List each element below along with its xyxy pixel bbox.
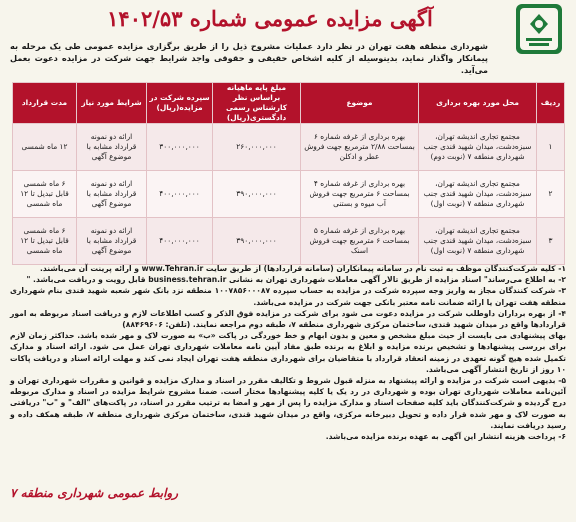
table-row: [13, 218, 565, 265]
header-duration: مدت قرارداد: [13, 83, 77, 124]
notice-title: آگهی مزایده عمومی شماره ۱۴۰۲/۵۳: [107, 6, 433, 31]
cell-row-no: ۲: [537, 171, 565, 218]
note-item: بهای پیشنهادی می بایست از حیث مبلغ مشخص و معین و بدون ابهام و خط خوردگی در پاکت «ب» به صورت لاک و مهر شده باشد. حداکثر زمان لازم برای بررسی پیشنهادها و تشخیص برنده مزایده و ابلاغ به برنده طبق مفاد آیین نامه معاملات شهرداری تهران عمل می شود. ارائه اسناد و مدارک تکمیل شده هیچ گونه تعهدی در زمینه انعقاد قرارداد با متقاضیان برای شهرداری منطقه هفت تهران ایجاد نمی کند و مهلت ارائه اسناد و دریافت پاکات ۱۰ روز از تاریخ انتشار آگهی می‌باشد.: [10, 331, 566, 374]
cell-duration: ۱۲ ماه شمسی: [13, 124, 77, 171]
cell-subject: بهره برداری از غرفه شماره ۴ بمساحت ۶ مترمربع جهت فروش آب میوه و بستنی: [301, 171, 419, 218]
cell-location: مجتمع تجاری اندیشه تهران، سبزه‌دشت، میدان شهید قندی جنب شهرداری منطقه ۷ (نوبت اول): [419, 218, 537, 265]
public-relations-signature: روابط عمومی شهرداری منطقه ۷: [10, 486, 179, 500]
note-item: ۱- کلیه شرکت‌کنندگان موظف به ثبت نام در سامانه پیمانکاران (سامانه قراردادها) از طریق سایت www.Tehran.ir و ارائه پرینت آن می‌باشند.: [40, 264, 566, 273]
cell-conditions: ارائه دو نمونه قرارداد مشابه با موضوع آگهی: [77, 124, 147, 171]
cell-base-amount: ۳۹۰,۰۰۰,۰۰۰: [213, 218, 301, 265]
header-base-amount: مبلغ پایه ماهیانه براساس نظر کارشناس رسمی دادگستری(ریال): [213, 83, 301, 124]
cell-base-amount: ۳۹۰,۰۰۰,۰۰۰: [213, 171, 301, 218]
cell-deposit: ۴۰۰,۰۰۰,۰۰۰: [147, 218, 213, 265]
cell-base-amount: ۲۶۰,۰۰۰,۰۰۰: [213, 124, 301, 171]
cell-subject: بهره برداری از غرفه شماره ۶ بمساحت ۲/۸۸ مترمربع جهت فروش عطر و ادکلن: [301, 124, 419, 171]
bottom-margin: [0, 502, 576, 522]
table-row: [13, 171, 565, 218]
table-row: [13, 124, 565, 171]
header-subject: موضوع: [301, 83, 419, 124]
municipality-emblem-icon: [496, 2, 568, 58]
note-item: ۳- شرکت کنندگان مجاز به واریز وجه سپرده شرکت در مزایده به حساب سپرده ۱۰۰۷۸۵۶۰۰۰۸۷ منطقه نزد بانک شهر شعبه شهید قندی بنام شهرداری منطقه هفت تهران یا ارائه ضمانت نامه معتبر بانکی جهت شرکت در مزایده می‌باشد.: [10, 286, 566, 307]
note-item: ۵- بدیهی است شرکت در مزایده و ارائه پیشنهاد به منزله قبول شروط و تکالیف مقرر در اسناد و مدارک مزایده و قوانین و مقررات شهرداری تهران و آئین‌نامه معاملات شهرداری تهران بوده و شهرداری در رد یک یا کلیه پیشنهادها مختار است. ضمنا مشروح شرایط مزایده در اسناد و مدارک مربوطه درج گردیده و شرکت‌کنندگان باید کلیه صفحات اسناد و مدارک مزایده را پس از مهر و امضا به ترتیب مقرر در اسناد، در پاکت‌های "الف" و "ب" دریافتی به صورت لاک و مهر شده قرار داده و تحویل دبیرخانه مرکزی، واقع در میدان شهید قندی، ساختمان مرکزی شهرداری منطقه ۷، طبقه همکف داده و رسید دریافت نمایند.: [10, 376, 566, 430]
cell-deposit: ۳۰۰,۰۰۰,۰۰۰: [147, 124, 213, 171]
header-conditions: شرایط مورد نیاز: [77, 83, 147, 124]
auction-items-table: [12, 82, 565, 265]
note-item: ۴- از بهره برداران داوطلب شرکت در مزایده دعوت می شود برای شرکت در مزایده فوق الذکر و کسب اطلاعات لازم و دریافت اسناد مربوطه به امور قراردادها واقع در میدان شهید قندی، ساختمان مرکزی شهرداری منطقه ۷، طبقه دوم مراجعه نمایند. (تلفن: ۸۸۴۶۹۶۰۶): [10, 308, 566, 330]
note-item: ۶- پرداخت هزینه انتشار این آگهی به عهده برنده مزایده می‌باشد.: [325, 432, 566, 442]
cell-location: مجتمع تجاری اندیشه تهران، سبزه‌دشت، میدان شهید قندی جنب شهرداری منطقه ۷ (نوبت دوم): [419, 124, 537, 171]
header-location: محل مورد بهره برداری: [419, 83, 537, 124]
cell-conditions: ارائه دو نمونه قرارداد مشابه با موضوع آگهی: [77, 218, 147, 265]
cell-conditions: ارائه دو نمونه قرارداد مشابه با موضوع آگهی: [77, 171, 147, 218]
cell-row-no: ۳: [537, 218, 565, 265]
notes-section: [10, 263, 566, 442]
cell-duration: ۶ ماه شمسی قابل تبدیل تا ۱۲ ماه شمسی: [13, 218, 77, 265]
cell-duration: ۶ ماه شمسی قابل تبدیل تا ۱۲ ماه شمسی: [13, 171, 77, 218]
cell-subject: بهره برداری از غرفه شماره ۵ بمساحت ۶ مترمربع جهت فروش اسنک: [301, 218, 419, 265]
note-item: ۲- به اطلاع می‌رساند" اسناد مزایده از طریق تالار آگهی معاملات شهرداری تهران به نشانی business.tehran.ir قابل رویت و دریافت می‌باشد. ": [26, 275, 566, 285]
intro-paragraph: شهرداری منطقه هفت تهران در نظر دارد عملیات مشروح ذیل را از طریق برگزاری مزایده عمومی طی یک مرحله به پیمانکار واگذار نماید، بدینوسیله از کلیه اشخاص حقیقی و حقوقی واجد شرایط جهت شرکت در مزایده دعوت بعمل می‌آید.: [10, 41, 488, 75]
table-header-row: [13, 83, 565, 124]
cell-row-no: ۱: [537, 124, 565, 171]
cell-deposit: ۴۰۰,۰۰۰,۰۰۰: [147, 171, 213, 218]
header-row-no: ردیف: [537, 83, 565, 124]
header-deposit: سپرده شرکت در مزایده(ریال): [147, 83, 213, 124]
cell-location: مجتمع تجاری اندیشه تهران، سبزه‌دشت، میدان شهید قندی جنب شهرداری منطقه ۷ (نوبت اول): [419, 171, 537, 218]
